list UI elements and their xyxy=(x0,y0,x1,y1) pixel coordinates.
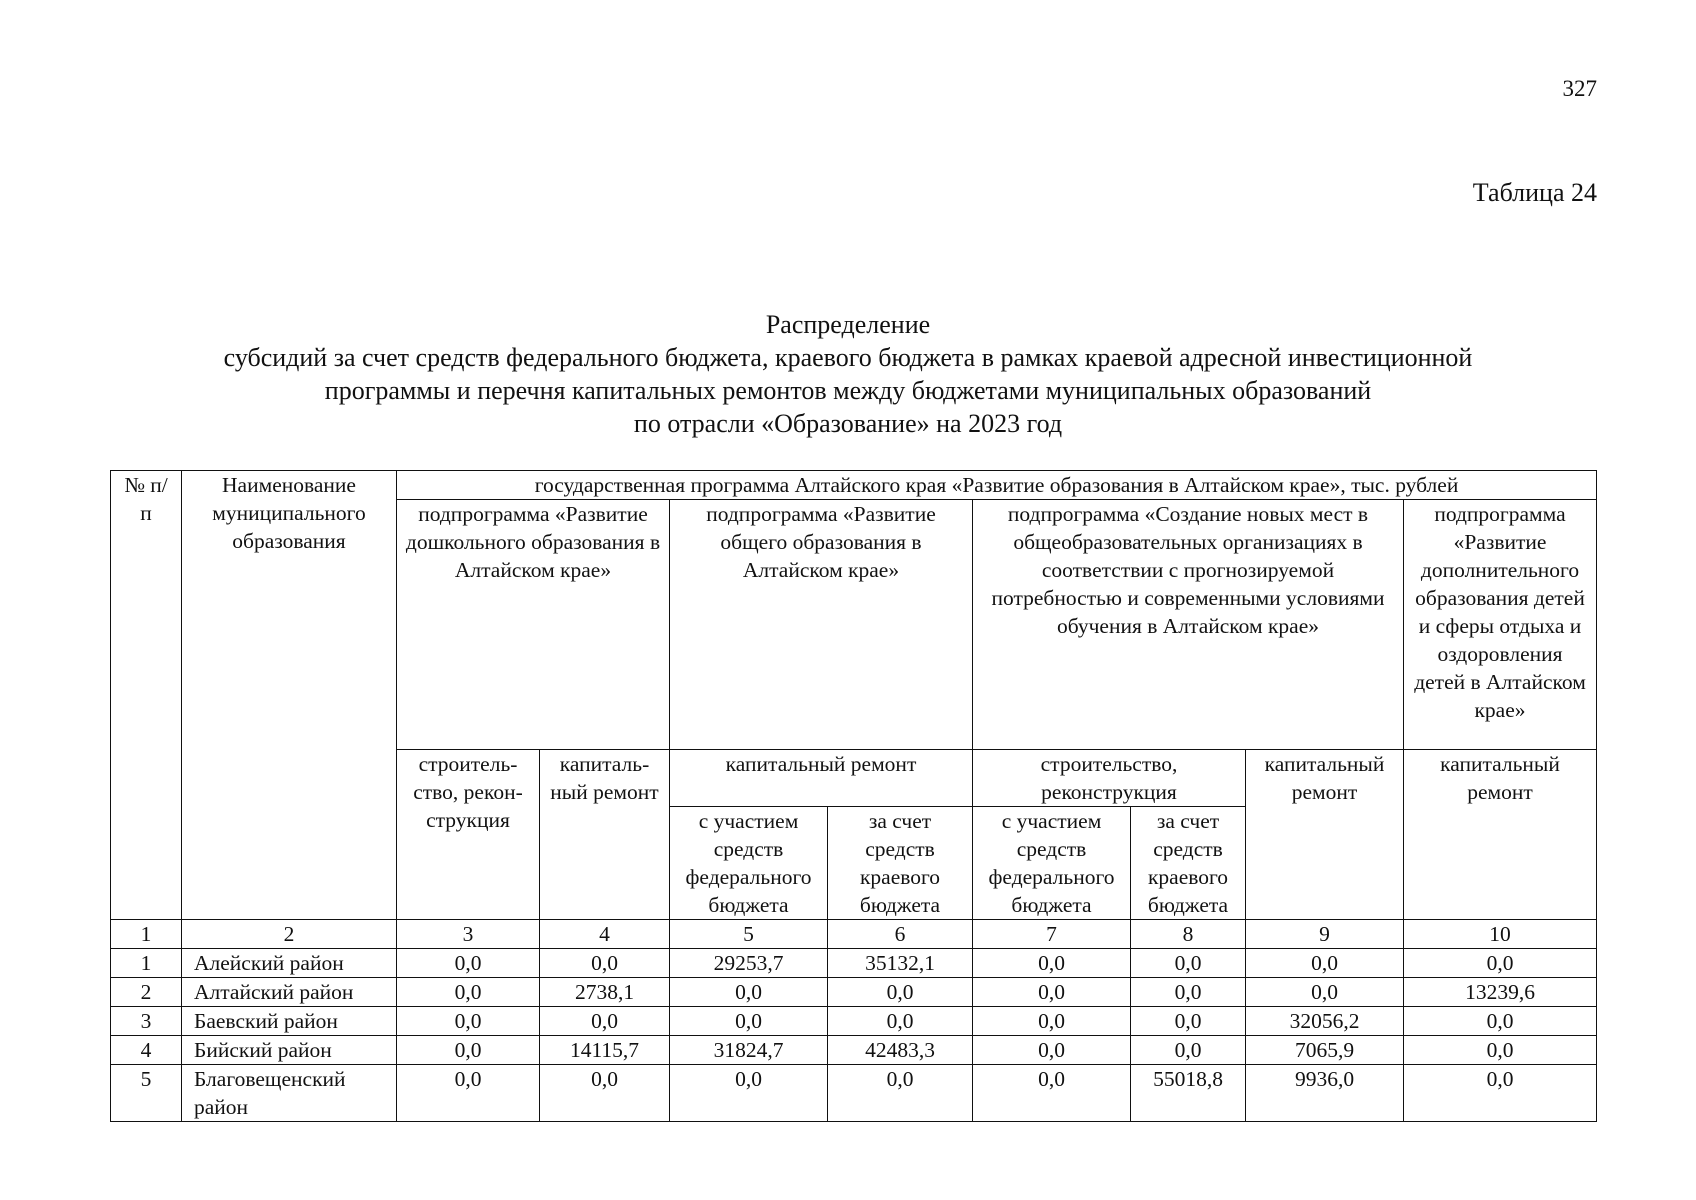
title-line: Распределение xyxy=(765,310,931,339)
table-cell: 0,0 xyxy=(397,978,540,1007)
column-number: 5 xyxy=(670,920,828,949)
header-col-9: капитальный ремонт xyxy=(1246,750,1404,920)
table-cell: 0,0 xyxy=(1131,978,1246,1007)
table-cell: 9936,0 xyxy=(1246,1065,1404,1122)
table-cell: 32056,2 xyxy=(1246,1007,1404,1036)
table-cell: 0,0 xyxy=(828,1007,973,1036)
table-cell: 0,0 xyxy=(397,1007,540,1036)
municipality-name: Алтайский район xyxy=(182,978,397,1007)
table-cell: 0,0 xyxy=(1404,949,1597,978)
table-cell: 0,0 xyxy=(1404,1036,1597,1065)
table-cell: 55018,8 xyxy=(1131,1065,1246,1122)
row-number: 5 xyxy=(111,1065,182,1122)
column-number: 7 xyxy=(973,920,1131,949)
header-program: государственная программа Алтайского края «Развитие образования в Алтайском крае», тыс. рублей xyxy=(397,471,1597,500)
table-cell: 7065,9 xyxy=(1246,1036,1404,1065)
row-number: 1 xyxy=(111,949,182,978)
table-cell: 0,0 xyxy=(540,949,670,978)
row-number: 3 xyxy=(111,1007,182,1036)
table-cell: 0,0 xyxy=(973,1007,1131,1036)
table-cell: 0,0 xyxy=(1404,1007,1597,1036)
municipality-name: Алейский район xyxy=(182,949,397,978)
table-row xyxy=(111,1007,1597,1036)
page-number: 327 xyxy=(1562,76,1597,101)
table-cell: 0,0 xyxy=(973,978,1131,1007)
table-cell: 0,0 xyxy=(670,1065,828,1122)
table-cell: 13239,6 xyxy=(1404,978,1597,1007)
header-subprogram-2: подпрограмма «Развитие общего образования в Алтайском крае» xyxy=(670,500,973,750)
table-cell: 0,0 xyxy=(973,1065,1131,1122)
table-cell: 0,0 xyxy=(670,1007,828,1036)
table-label: Таблица 24 xyxy=(1472,178,1597,207)
row-number: 4 xyxy=(111,1036,182,1065)
subsidy-table xyxy=(110,470,1597,1122)
column-number: 1 xyxy=(111,920,182,949)
table-cell: 0,0 xyxy=(397,1036,540,1065)
table-cell: 0,0 xyxy=(1404,1065,1597,1122)
municipality-name: Баевский район xyxy=(182,1007,397,1036)
table-cell: 42483,3 xyxy=(828,1036,973,1065)
header-col-7: с участием средств федерального бюджета xyxy=(973,807,1131,920)
table-cell: 0,0 xyxy=(1246,978,1404,1007)
column-number: 8 xyxy=(1131,920,1246,949)
column-number: 6 xyxy=(828,920,973,949)
municipality-name: Бийский район xyxy=(182,1036,397,1065)
header-num: № п/п xyxy=(111,471,182,920)
column-number-row xyxy=(111,920,1597,949)
header-col-10: капитальный ремонт xyxy=(1404,750,1597,920)
table-cell: 0,0 xyxy=(540,1065,670,1122)
table-cell: 35132,1 xyxy=(828,949,973,978)
header-name: Наименование муниципального образования xyxy=(182,471,397,920)
table-cell: 0,0 xyxy=(1131,949,1246,978)
municipality-name: Благовещенский район xyxy=(182,1065,397,1122)
table-cell: 2738,1 xyxy=(540,978,670,1007)
row-number: 2 xyxy=(111,978,182,1007)
title-line: программы и перечня капитальных ремонтов между бюджетами муниципальных образований xyxy=(324,376,1372,405)
column-number: 4 xyxy=(540,920,670,949)
table-cell: 0,0 xyxy=(670,978,828,1007)
table-cell: 0,0 xyxy=(1246,949,1404,978)
header-capital-repair: капитальный ремонт xyxy=(670,750,973,807)
header-col-3: строитель-ство, рекон-струкция xyxy=(397,750,540,920)
column-number: 3 xyxy=(397,920,540,949)
table-cell: 31824,7 xyxy=(670,1036,828,1065)
document-title xyxy=(0,308,1696,440)
table-cell: 0,0 xyxy=(540,1007,670,1036)
title-line: по отрасли «Образование» на 2023 год xyxy=(633,409,1063,438)
header-subprogram-3: подпрограмма «Создание новых мест в общеобразовательных организациях в соответствии с прогнозируемой потребностью и современными условиями обучения в Алтайском крае» xyxy=(973,500,1404,750)
table-cell: 0,0 xyxy=(1131,1036,1246,1065)
header-col-8: за счет средств краевого бюджета xyxy=(1131,807,1246,920)
header-col-4: капиталь-ный ремонт xyxy=(540,750,670,920)
table-cell: 0,0 xyxy=(1131,1007,1246,1036)
table-cell: 0,0 xyxy=(397,949,540,978)
table-row xyxy=(111,978,1597,1007)
table-row xyxy=(111,1036,1597,1065)
column-number: 2 xyxy=(182,920,397,949)
table-row xyxy=(111,949,1597,978)
column-number: 9 xyxy=(1246,920,1404,949)
table-cell: 29253,7 xyxy=(670,949,828,978)
table-cell: 0,0 xyxy=(973,1036,1131,1065)
table-cell: 0,0 xyxy=(973,949,1131,978)
header-construction: строительство, реконструкция xyxy=(973,750,1246,807)
header-col-6: за счет средств краевого бюджета xyxy=(828,807,973,920)
header-subprogram-1: подпрограмма «Развитие дошкольного образования в Алтайском крае» xyxy=(397,500,670,750)
table-cell: 0,0 xyxy=(828,1065,973,1122)
table-cell: 0,0 xyxy=(828,978,973,1007)
table-row xyxy=(111,1065,1597,1122)
column-number: 10 xyxy=(1404,920,1597,949)
header-col-5: с участием средств федерального бюджета xyxy=(670,807,828,920)
table-cell: 0,0 xyxy=(397,1065,540,1122)
table-cell: 14115,7 xyxy=(540,1036,670,1065)
title-line: субсидий за счет средств федерального бюджета, краевого бюджета в рамках краевой адресной инвестиционной xyxy=(223,343,1473,372)
header-subprogram-4: подпрограмма «Развитие дополнительного образования детей и сферы отдыха и оздоровления детей в Алтайском крае» xyxy=(1404,500,1597,750)
